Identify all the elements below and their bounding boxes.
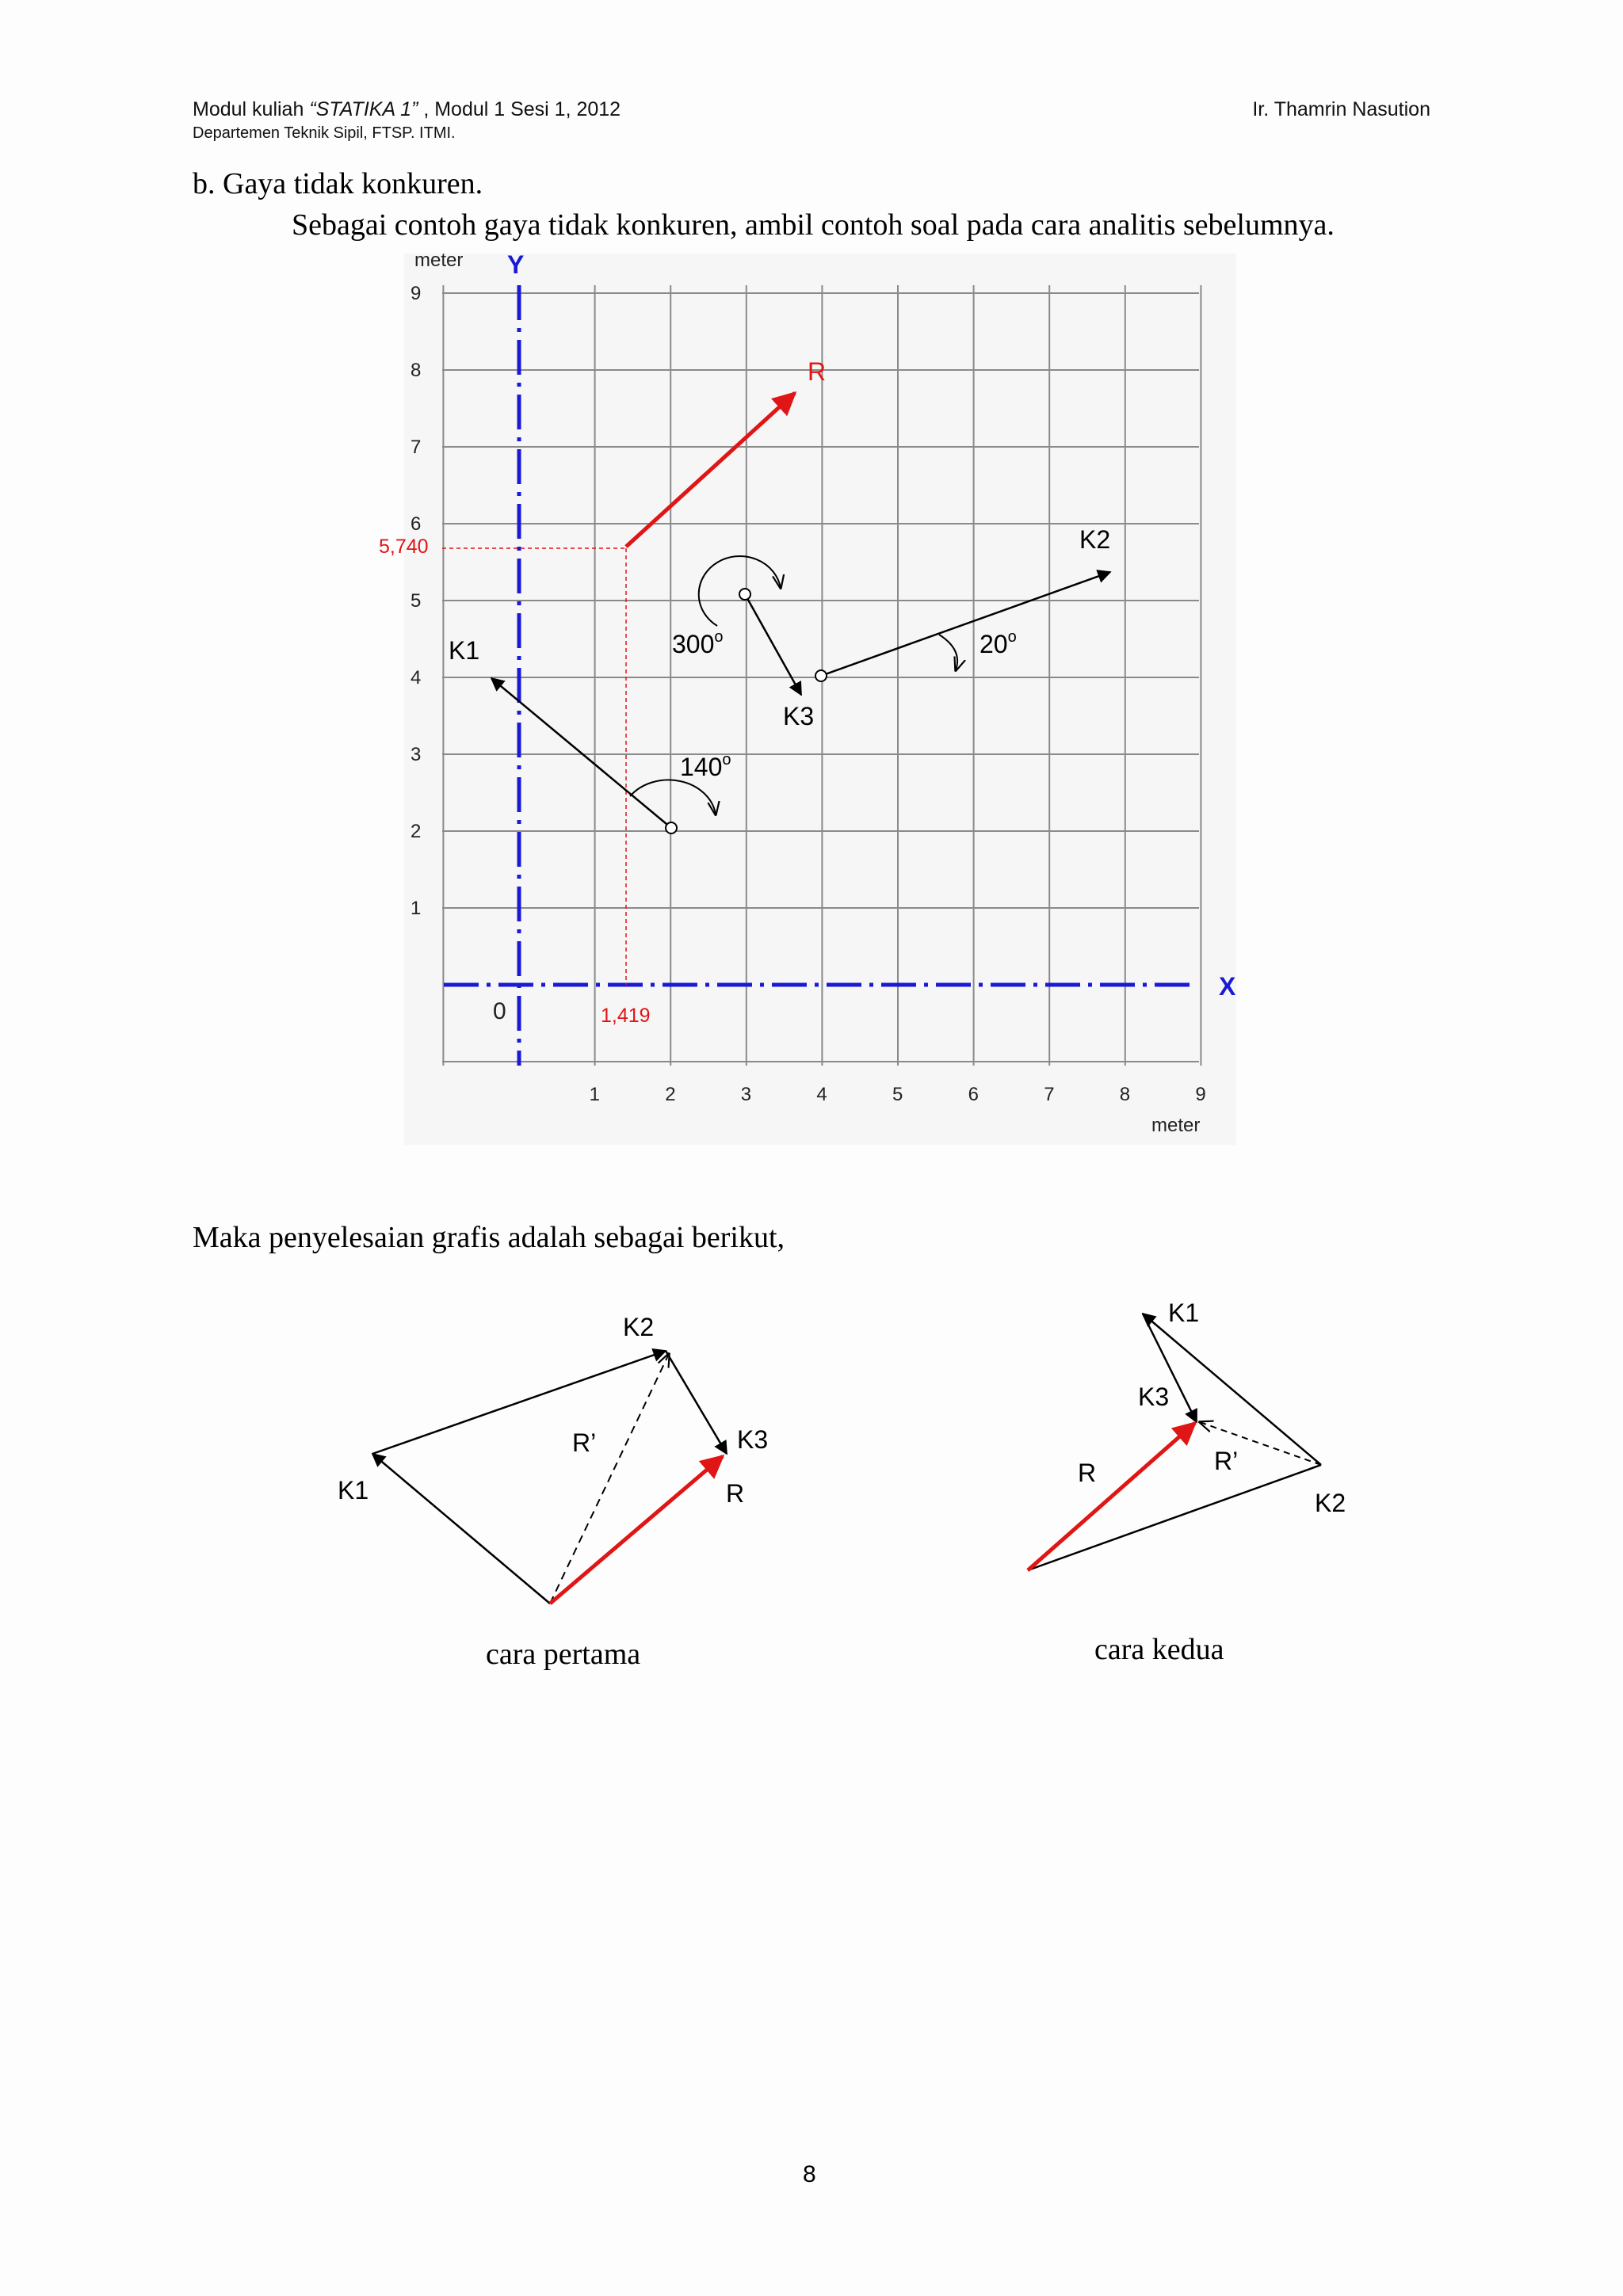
poly2-resultant-label: R	[1078, 1459, 1097, 1487]
page-number: 8	[803, 2161, 816, 2187]
intro-paragraph: Sebagai contoh gaya tidak konkuren, ambil contoh soal pada cara analitis sebelumnya.	[292, 208, 1335, 242]
poly2-k3-label: K3	[1138, 1383, 1170, 1411]
y-tick-label: 8	[411, 360, 422, 381]
x-tick-label: 4	[816, 1084, 827, 1105]
y-tick-label: 3	[411, 744, 422, 765]
x-tick-label: 1	[589, 1084, 600, 1105]
y-tick-label: 9	[411, 283, 422, 304]
header-module-title: Modul kuliah “STATIKA 1” , Modul 1 Sesi 1, 2012	[193, 98, 621, 120]
header-department: Departemen Teknik Sipil, FTSP. ITMI.	[193, 124, 456, 142]
resultant-label: R	[808, 357, 827, 386]
y-tick-label: 1	[411, 898, 422, 919]
x-tick-label: 6	[968, 1084, 979, 1105]
caption-second-method: cara kedua	[1094, 1633, 1224, 1666]
x-unit-label: meter	[1151, 1115, 1201, 1136]
force-k3-label: K3	[783, 702, 815, 730]
y-tick-label: 5	[411, 590, 422, 612]
poly1-resultant-label: R	[726, 1479, 745, 1508]
force-polygon-second	[1028, 1299, 1346, 1570]
y-tick-label: 6	[411, 513, 422, 535]
force-k1-point	[666, 822, 677, 833]
angle-k2-label: 20$^o$	[980, 628, 1017, 658]
y-axis-label: Y	[507, 250, 525, 279]
force-polygon-first	[338, 1313, 768, 1604]
force-k1-label: K1	[449, 636, 480, 665]
y-tick-label: 4	[411, 667, 422, 688]
resultant-x-value: 1,419	[601, 1005, 651, 1027]
x-tick-label: 5	[892, 1084, 903, 1105]
poly1-k1-arrow	[372, 1454, 550, 1604]
force-k3-point	[739, 589, 750, 600]
x-tick-label: 3	[740, 1084, 752, 1105]
force-k2-label: K2	[1079, 525, 1111, 554]
poly2-k1-arrow	[1143, 1314, 1321, 1465]
poly1-k3-arrow	[666, 1351, 727, 1454]
origin-label: 0	[493, 998, 506, 1024]
force-k2-point	[815, 670, 827, 681]
angle-k1-label: 140$^o$	[680, 751, 731, 781]
poly1-k2-arrow	[372, 1351, 666, 1454]
y-tick-label: 7	[411, 437, 422, 458]
poly2-rprime-label: R’	[1214, 1447, 1239, 1475]
x-tick-label: 8	[1119, 1084, 1131, 1105]
resultant-y-value: 5,740	[379, 536, 429, 558]
poly1-rprime-label: R’	[572, 1428, 597, 1457]
poly2-resultant-arrow	[1028, 1423, 1195, 1570]
x-tick-label: 9	[1195, 1084, 1206, 1105]
figure-background	[404, 254, 1236, 1145]
y-tick-labels	[411, 283, 421, 919]
x-tick-label: 7	[1044, 1084, 1055, 1105]
poly2-k2-label: K2	[1315, 1489, 1346, 1517]
caption-first-method: cara pertama	[486, 1638, 641, 1671]
header-author: Ir. Thamrin Nasution	[1252, 98, 1430, 120]
poly1-k1-label: K1	[338, 1476, 369, 1505]
poly1-resultant-arrow	[550, 1456, 723, 1604]
section-heading: b. Gaya tidak konkuren.	[193, 167, 483, 200]
x-tick-label: 2	[665, 1084, 676, 1105]
poly2-base-line	[1028, 1465, 1321, 1570]
conclusion-paragraph: Maka penyelesaian grafis adalah sebagai berikut,	[193, 1221, 785, 1254]
x-axis-label: X	[1219, 972, 1236, 1001]
poly1-rprime-arrow	[550, 1354, 669, 1604]
angle-k3-label: 300$^o$	[672, 628, 724, 658]
y-tick-label: 2	[411, 821, 422, 842]
poly1-k3-label: K3	[737, 1425, 769, 1454]
poly2-k1-label: K1	[1168, 1299, 1200, 1327]
y-unit-label: meter	[414, 250, 464, 271]
poly1-k2-label: K2	[623, 1313, 655, 1341]
